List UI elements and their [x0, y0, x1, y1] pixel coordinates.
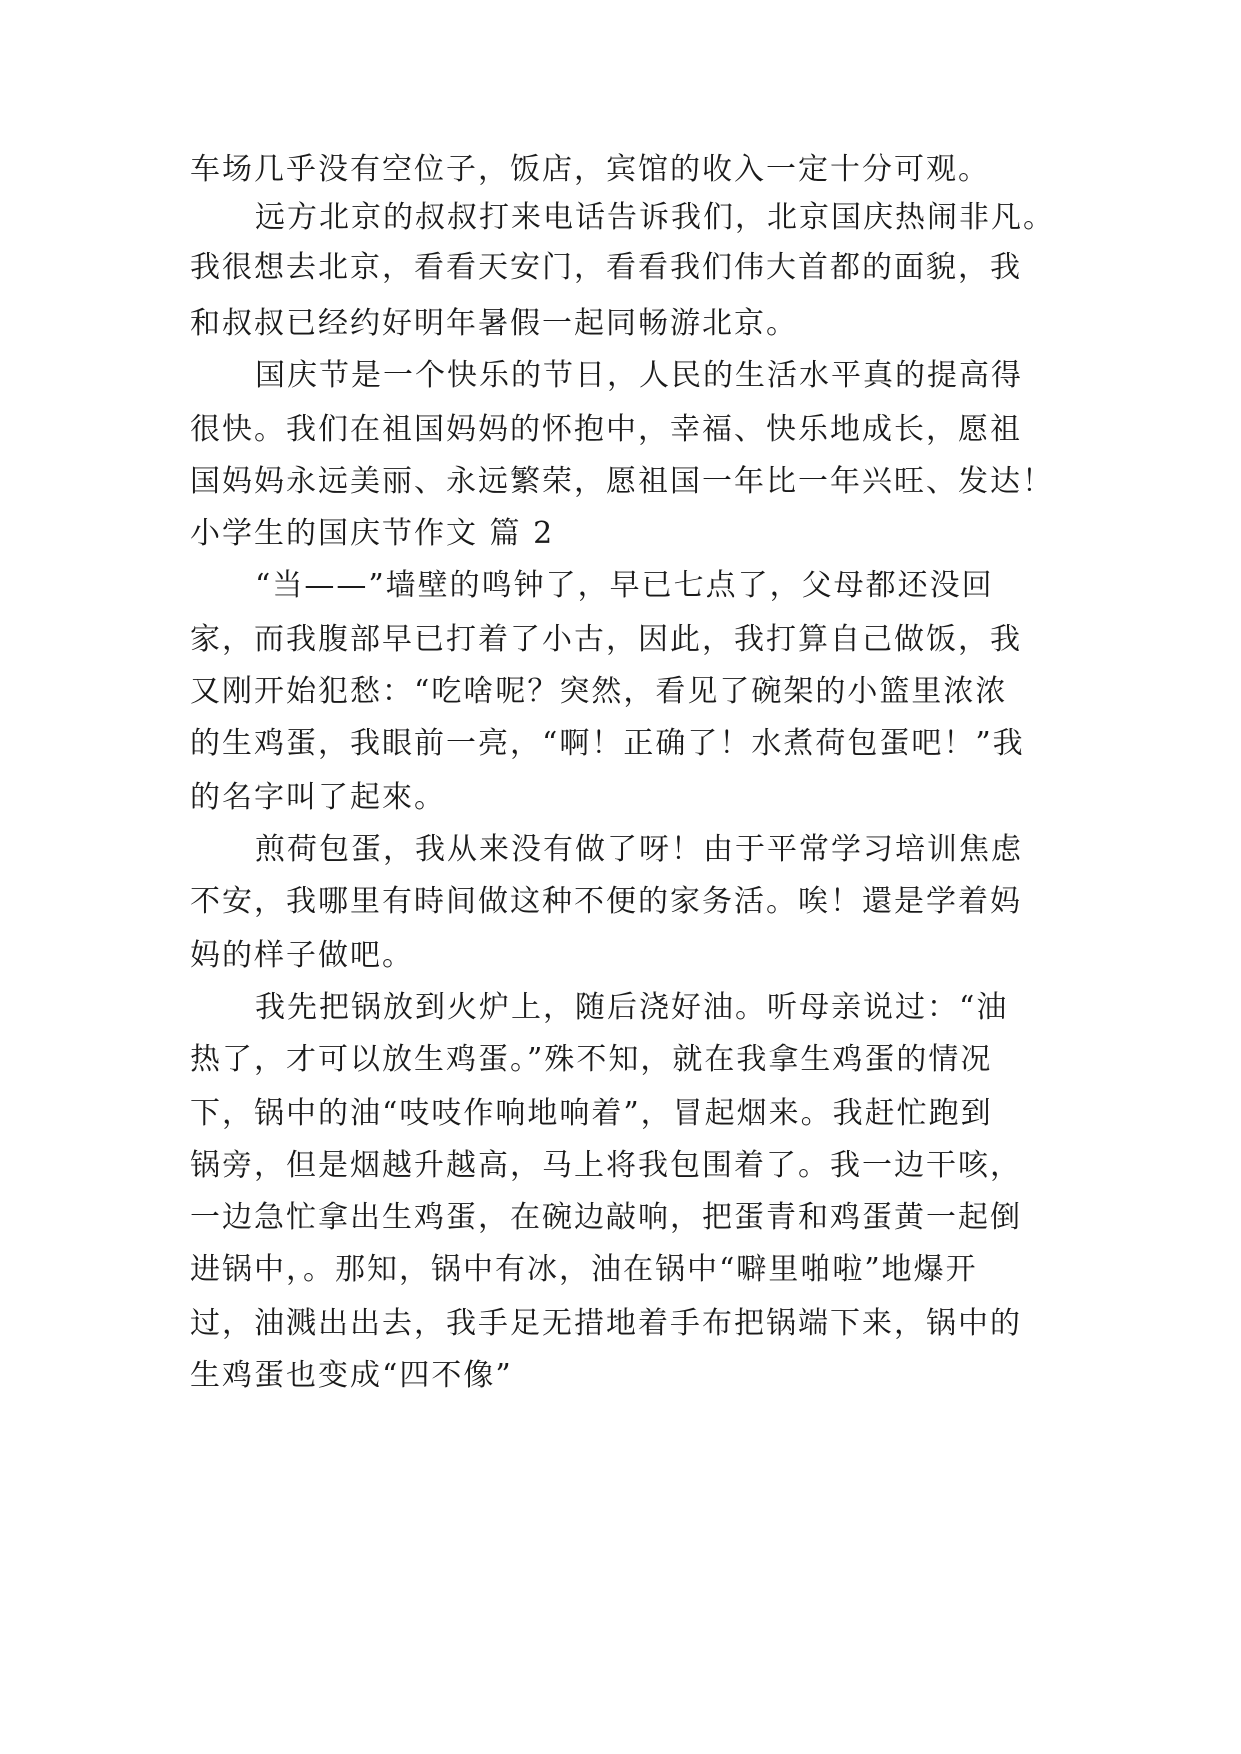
- text-line-11: 又刚开始犯愁：“吃啥呢？突然，看见了碗架的小篮里浓浓: [190, 674, 1008, 709]
- text-line-7: 国妈妈永远美丽、永远繁荣，愿祖国一年比一年兴旺、发达！: [190, 464, 1054, 499]
- text-line-6: 很快。我们在祖国妈妈的怀抱中，幸福、快乐地成长，愿祖: [190, 412, 1022, 447]
- text-line-12: 的生鸡蛋，我眼前一亮，“啊！正确了！水煮荷包蛋吧！”我: [190, 726, 1025, 761]
- text-line-16: 妈的样子做吧。: [190, 938, 414, 973]
- text-line-17: 我先把锅放到火炉上，随后浇好油。听母亲说过：“油: [255, 990, 1009, 1025]
- text-line-20: 锅旁，但是烟越升越高，马上将我包围着了。我一边干咳，: [190, 1148, 1022, 1183]
- text-line-13: 的名字叫了起來。: [190, 780, 446, 815]
- text-line-14: 煎荷包蛋，我从来没有做了呀！由于平常学习培训焦虑: [255, 832, 1023, 867]
- text-line-19: 下，锅中的油“吱吱作响地响着”，冒起烟来。我赶忙跑到: [190, 1096, 993, 1131]
- text-line-21: 一边急忙拿出生鸡蛋，在碗边敲响，把蛋青和鸡蛋黄一起倒: [190, 1200, 1022, 1235]
- text-line-24: 生鸡蛋也变成“四不像”: [190, 1358, 513, 1393]
- section-heading: 小学生的国庆节作文 篇 2: [190, 516, 555, 551]
- text-line-9: “当——”墙壁的鸣钟了，早已七点了，父母都还没回: [255, 568, 994, 603]
- text-line-15: 不安，我哪里有時间做这种不便的家务活。唉！還是学着妈: [190, 884, 1022, 919]
- text-line-3: 我很想去北京，看看天安门，看看我们伟大首都的面貌，我: [190, 250, 1022, 285]
- text-line-1: 车场几乎没有空位子，饭店，宾馆的收入一定十分可观。: [190, 152, 990, 187]
- text-line-5: 国庆节是一个快乐的节日，人民的生活水平真的提高得: [255, 358, 1023, 393]
- text-line-10: 家，而我腹部早已打着了小古，因此，我打算自己做饭，我: [190, 622, 1022, 657]
- text-line-22: 进锅中，。那知，锅中有冰，油在锅中“噼里啪啦”地爆开: [190, 1252, 978, 1287]
- text-line-23: 过，油溅出出去，我手足无措地着手布把锅端下来，锅中的: [190, 1306, 1022, 1341]
- text-line-2: 远方北京的叔叔打来电话告诉我们，北京国庆热闹非凡。: [255, 200, 1055, 235]
- text-line-4: 和叔叔已经约好明年暑假一起同畅游北京。: [190, 306, 798, 341]
- text-line-18: 热了，才可以放生鸡蛋。”殊不知，就在我拿生鸡蛋的情况: [190, 1042, 993, 1077]
